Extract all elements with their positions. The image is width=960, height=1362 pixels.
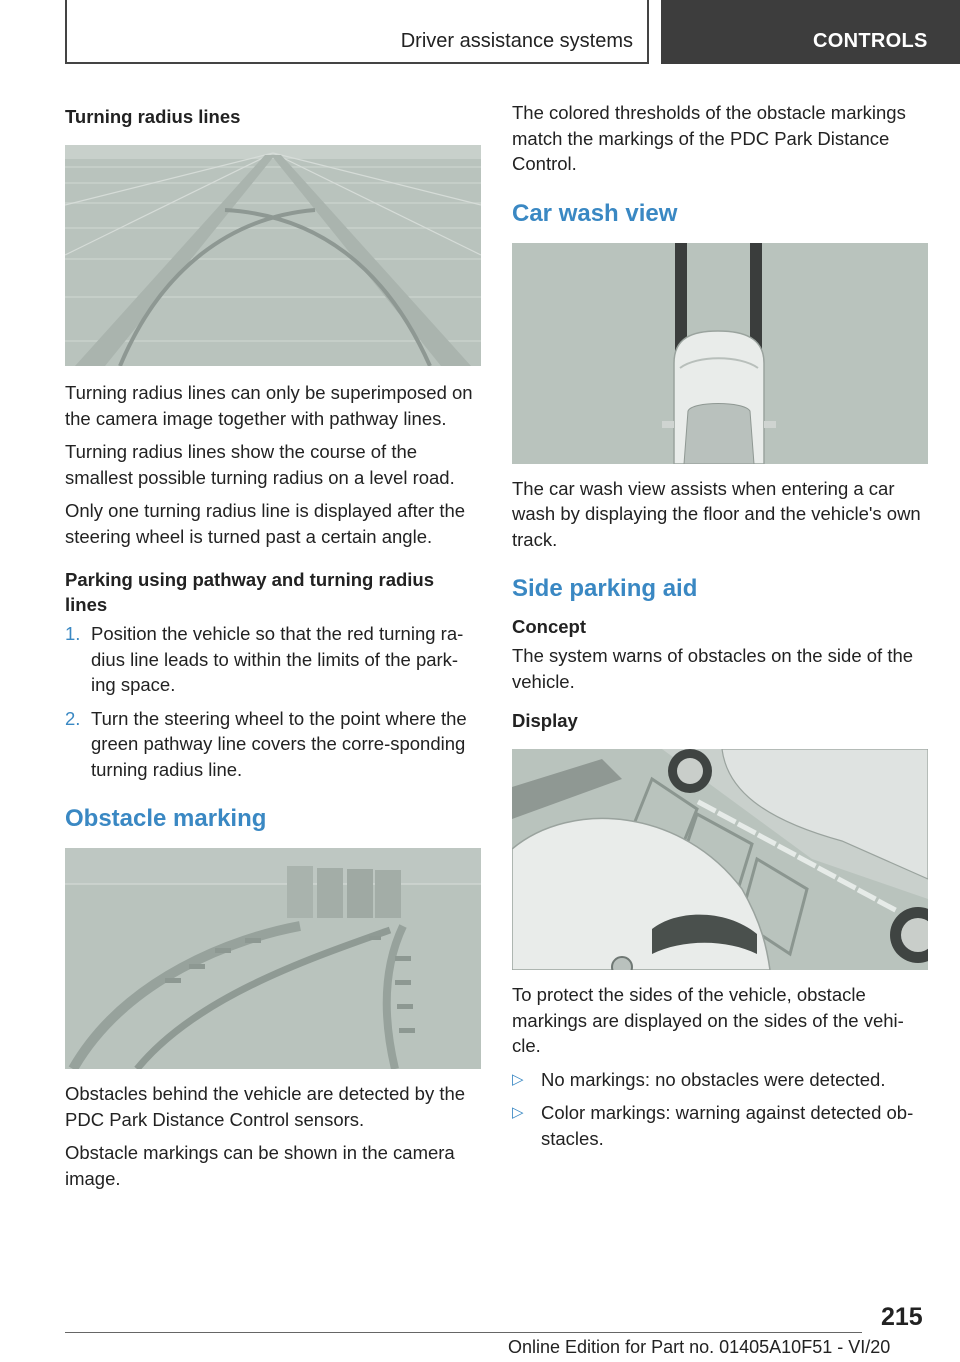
paragraph-obstacle-2: Obstacle markings can be shown in the camera image.	[65, 1142, 455, 1189]
paragraph-turning-3: Only one turning radius line is displayed after the steering wheel is turned past a certain angle.	[65, 500, 466, 547]
paragraph-threshold-colors: The colored thresholds of the obstacle markings match the markings of the PDC Park Distance Control.	[512, 102, 906, 174]
heading-turning-radius-lines: Turning radius lines	[65, 106, 241, 127]
figure-car-wash-view	[512, 243, 928, 464]
step-number: 2.	[65, 707, 81, 729]
marking-states-list	[512, 1067, 928, 1152]
heading-parking-pathway: Parking using pathway and turning radius lines	[65, 569, 435, 615]
triangle-bullet-icon: ▷	[512, 1104, 524, 1121]
heading-car-wash-view: Car wash view	[512, 199, 678, 227]
header-chapter-label: CONTROLS	[813, 30, 928, 52]
header-chapter-tab[interactable]	[661, 0, 960, 64]
list-item	[512, 1067, 928, 1093]
footer-divider	[65, 1332, 862, 1333]
heading-display: Display	[512, 710, 578, 731]
heading-concept: Concept	[512, 616, 586, 637]
list-item	[65, 621, 481, 698]
obstacle-marking-illustration	[65, 848, 481, 1069]
paragraph-turning-2: Turning radius lines show the course of the smallest possible turning radius on a level road.	[65, 441, 455, 488]
car-wash-illustration	[512, 243, 928, 464]
figure-side-parking-display	[512, 749, 928, 970]
step-number: 1.	[65, 623, 81, 644]
figure-obstacle-marking	[65, 848, 481, 1069]
footer-edition-note: Online Edition for Part no. 01405A10F51 - VI/20	[508, 1337, 891, 1357]
left-column	[65, 100, 481, 1199]
triangle-bullet-icon: ▷	[512, 1070, 524, 1088]
bullet-text: Color markings: warning against detected ob‐stacles.	[541, 1102, 914, 1149]
figure-turning-radius-lines	[65, 145, 481, 366]
turning-radius-illustration	[65, 145, 481, 366]
step-text: Turn the steering wheel to the point where the green pathway line covers the corre‐sponding turning radius line.	[91, 707, 467, 780]
heading-obstacle-marking: Obstacle marking	[65, 805, 267, 832]
parking-steps-list	[65, 621, 481, 782]
paragraph-obstacle-1: Obstacles behind the vehicle are detected by the PDC Park Distance Control sensors.	[65, 1083, 466, 1130]
header-section-title: Driver assistance systems	[400, 30, 633, 52]
paragraph-concept: The system warns of obstacles on the side of the vehicle.	[512, 645, 914, 692]
paragraph-turning-1: Turning radius lines can only be superimposed on the camera image together with pathway lines.	[65, 382, 473, 429]
paragraph-car-wash: The car wash view assists when entering a car wash by displaying the floor and the vehicle's own track.	[512, 477, 921, 550]
right-column	[512, 100, 928, 1159]
side-parking-illustration	[512, 749, 928, 970]
header-section-box	[65, 0, 649, 64]
bullet-text: No markings: no obstacles were detected.	[541, 1068, 886, 1090]
page-number: 215	[881, 1303, 923, 1331]
step-text: Position the vehicle so that the red turning ra‐dius line leads to within the limits of the park‐ing space.	[91, 623, 464, 695]
paragraph-side-protection: To protect the sides of the vehicle, obstacle markings are displayed on the sides of the vehi‐cle.	[512, 984, 904, 1056]
list-item	[65, 706, 481, 783]
heading-side-parking-aid: Side parking aid	[512, 575, 698, 602]
list-item	[512, 1100, 928, 1151]
